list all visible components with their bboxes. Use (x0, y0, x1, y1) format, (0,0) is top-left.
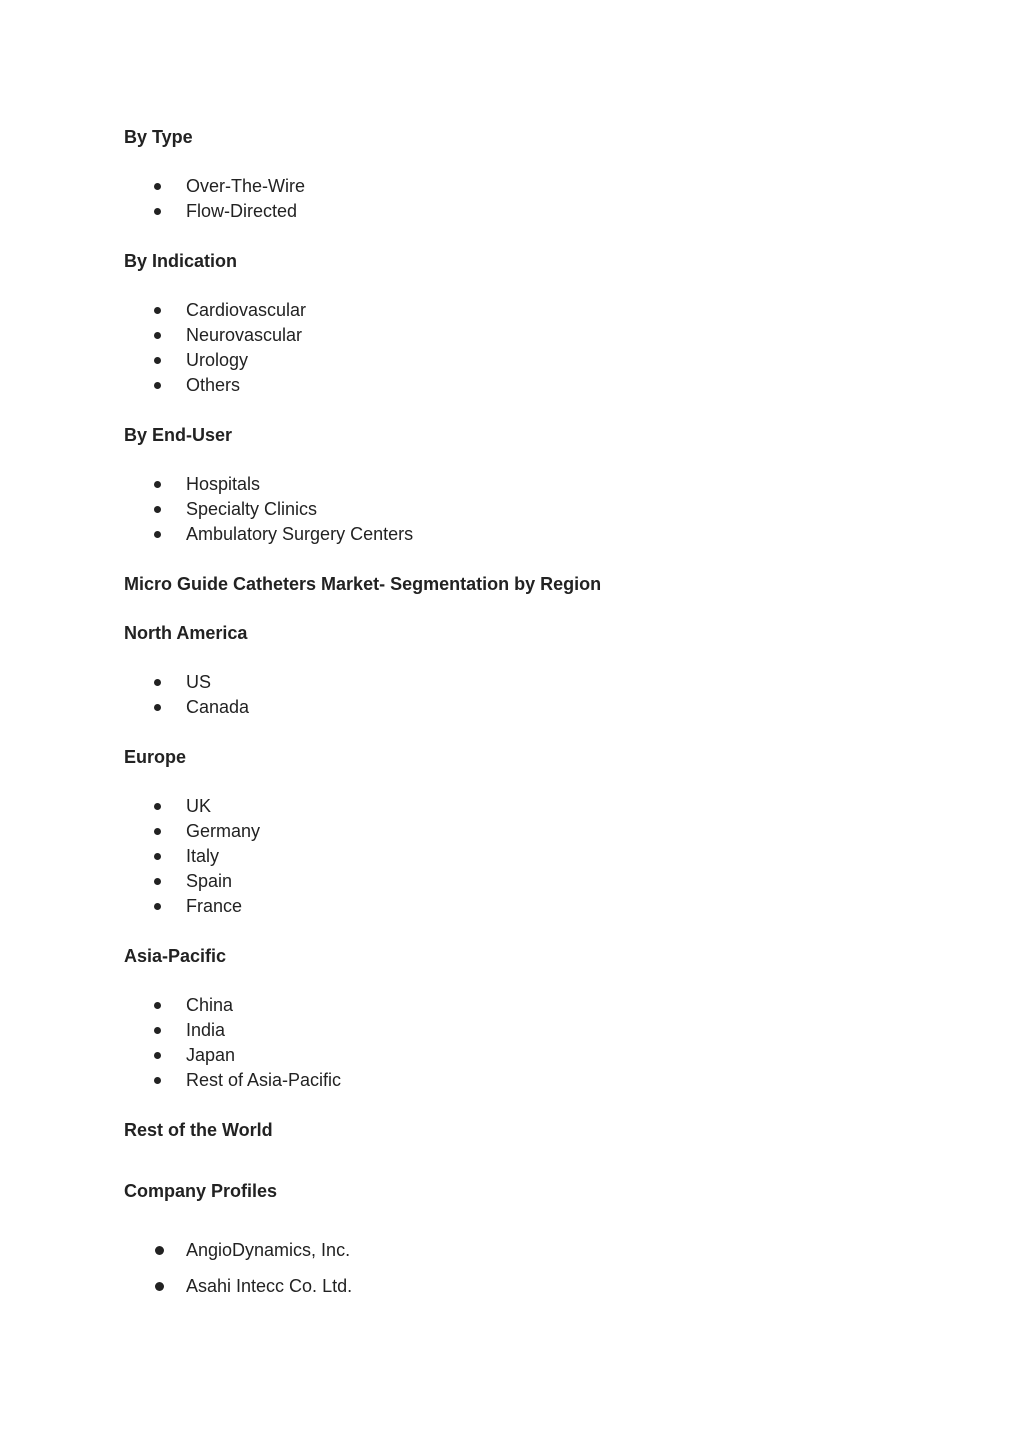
list-item: Cardiovascular (186, 300, 307, 320)
list-item: AngioDynamics, Inc. (186, 1240, 351, 1260)
list-item: Flow-Directed (186, 201, 298, 221)
section-heading-company-profiles: Company Profiles (124, 1181, 278, 1201)
list-item: Ambulatory Surgery Centers (186, 524, 414, 544)
bullet-icon (154, 382, 161, 389)
bullet-icon (154, 531, 161, 538)
section-heading-by-indication: By Indication (124, 251, 238, 271)
section-heading-north-america: North America (124, 623, 248, 643)
list-item: Hospitals (186, 474, 261, 494)
bullet-icon (154, 828, 161, 835)
bullet-icon (155, 1282, 164, 1291)
bullet-icon (154, 1052, 161, 1059)
list-item: Italy (186, 846, 220, 866)
list-item: US (186, 672, 212, 692)
bullet-icon (154, 1077, 161, 1084)
list-item: Japan (186, 1045, 236, 1065)
section-heading-region-segmentation: Micro Guide Catheters Market- Segmentation by Region (124, 574, 602, 594)
section-heading-rest-of-world: Rest of the World (124, 1120, 273, 1140)
bullet-icon (154, 506, 161, 513)
list-item: UK (186, 796, 212, 816)
bullet-icon (154, 481, 161, 488)
bullet-icon (154, 183, 161, 190)
section-heading-by-end-user: By End-User (124, 425, 233, 445)
bullet-icon (154, 878, 161, 885)
bullet-icon (154, 307, 161, 314)
bullet-icon (155, 1246, 164, 1255)
list-item: Specialty Clinics (186, 499, 318, 519)
list-item: Canada (186, 697, 250, 717)
list-item: France (186, 896, 243, 916)
list-item: India (186, 1020, 226, 1040)
section-heading-by-type: By Type (124, 127, 193, 147)
section-heading-europe: Europe (124, 747, 187, 767)
bullet-icon (154, 679, 161, 686)
bullet-icon (154, 704, 161, 711)
list-item: Asahi Intecc Co. Ltd. (186, 1276, 353, 1296)
bullet-icon (154, 332, 161, 339)
bullet-icon (154, 208, 161, 215)
list-item: Others (186, 375, 241, 395)
list-item: Urology (186, 350, 249, 370)
list-item: Neurovascular (186, 325, 303, 345)
list-item: Over-The-Wire (186, 176, 306, 196)
list-item: Germany (186, 821, 261, 841)
list-item: China (186, 995, 234, 1015)
bullet-icon (154, 1002, 161, 1009)
list-item: Rest of Asia-Pacific (186, 1070, 342, 1090)
bullet-icon (154, 853, 161, 860)
bullet-icon (154, 357, 161, 364)
bullet-icon (154, 803, 161, 810)
section-heading-asia-pacific: Asia-Pacific (124, 946, 227, 966)
bullet-icon (154, 903, 161, 910)
bullet-icon (154, 1027, 161, 1034)
list-item: Spain (186, 871, 233, 891)
